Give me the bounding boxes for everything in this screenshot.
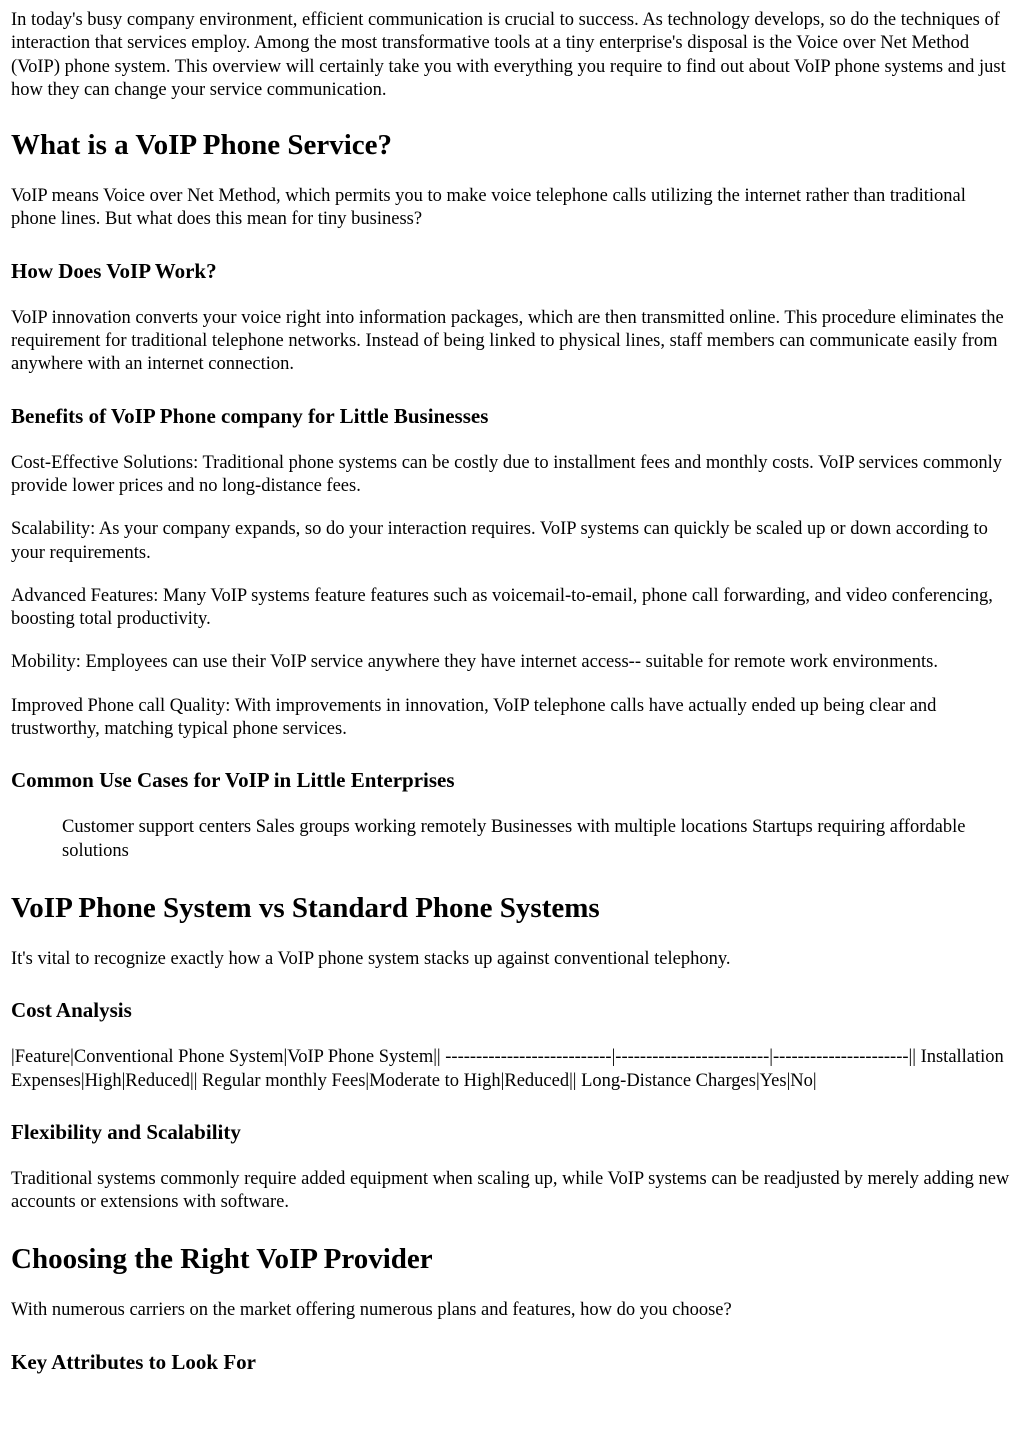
benefit-scalability: Scalability: As your company expands, so do your interaction requires. VoIP systems can quickly be scaled up or down according to your requirements. [11,519,988,563]
benefit-advanced-features: Advanced Features: Many VoIP systems feature features such as voicemail-to-email, phone call forwarding, and video conferencing, boosting total productivity. [11,585,993,630]
paragraph-choosing-provider: With numerous carriers on the market offering numerous plans and features, how do you choose? [11,1300,732,1321]
paragraph-what-is-voip: VoIP means Voice over Net Method, which permits you to make voice telephone calls utilizing the internet rather than traditional phone lines. But what does this mean for tiny business? [11,186,966,230]
article [0,9,1024,1375]
heading-voip-vs-standard: VoIP Phone System vs Standard Phone Systems [11,891,600,924]
heading-cost-analysis: Cost Analysis [11,998,132,1023]
paragraph-voip-vs-standard: It's vital to recognize exactly how a VoIP phone system stacks up against conventional telephony. [11,948,731,969]
heading-benefits: Benefits of VoIP Phone company for Little Businesses [11,403,489,428]
paragraph-flexibility: Traditional systems commonly require added equipment when scaling up, while VoIP systems can be readjusted by merely adding new accounts or extensions with software. [11,1168,1010,1213]
heading-key-attributes: Key Attributes to Look For [11,1349,256,1374]
heading-flexibility: Flexibility and Scalability [11,1119,241,1144]
heading-what-is-voip: What is a VoIP Phone Service? [11,129,393,162]
paragraph-cost-table: |Feature|Conventional Phone System|VoIP Phone System|| ---------------------------|-------------------------|----------------------|| Installation Expenses|High|Reduced|| Regular monthly Fees|Moderate to High|Reduced|| Long-Distance Charges|Yes|No| [11,1047,1004,1091]
benefit-mobility: Mobility: Employees can use their VoIP service anywhere they have internet access-- suitable for remote work environments. [11,652,938,673]
heading-how-voip-works: How Does VoIP Work? [11,258,217,283]
use-cases-quote: Customer support centers Sales groups working remotely Businesses with multiple locations Startups requiring affordable solutions [62,817,966,861]
benefit-call-quality: Improved Phone call Quality: With improvements in innovation, VoIP telephone calls have actually ended up being clear and trustworthy, matching typical phone services. [11,695,937,740]
heading-choosing-provider: Choosing the Right VoIP Provider [11,1243,433,1276]
intro-paragraph: In today's busy company environment, efficient communication is crucial to success. As technology develops, so do the techniques of interaction that services employ. Among the most transformative tools at a tiny enterprise's disposal is the Voice over Net Method (VoIP) phone system. This overview will certainly take you with everything you require to find out about VoIP phone systems and just how they can change your service communication. [11,10,1006,100]
paragraph-how-voip-works: VoIP innovation converts your voice right into information packages, which are then transmitted online. This procedure eliminates the requirement for traditional telephone networks. Instead of being linked to physical lines, staff members can communicate easily from anywhere with an internet connection. [11,307,1004,375]
benefit-cost-effective: Cost-Effective Solutions: Traditional phone systems can be costly due to installment fees and monthly costs. VoIP services commonly provide lower prices and no long-distance fees. [11,452,1003,496]
heading-use-cases: Common Use Cases for VoIP in Little Enterprises [11,768,455,793]
